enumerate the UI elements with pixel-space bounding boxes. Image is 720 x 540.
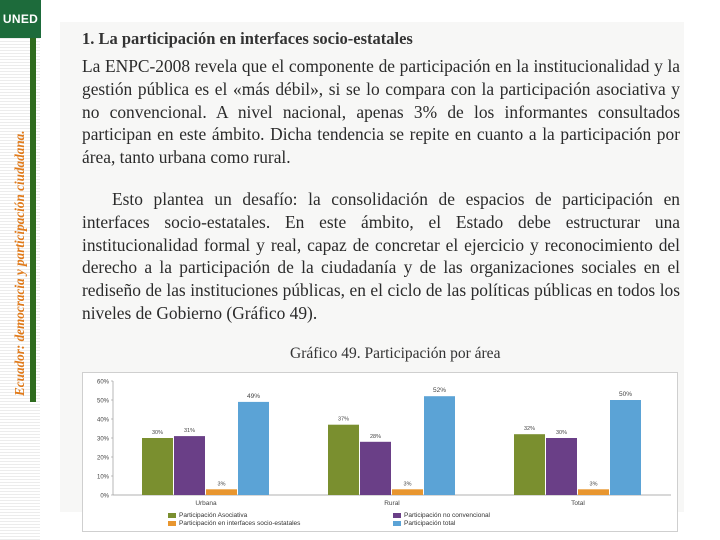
bar: [610, 400, 641, 495]
chart-frame: [82, 372, 678, 532]
legend-item: [393, 520, 455, 527]
paragraph-2: Esto plantea un desafío: la consolidación de espacios de participación en interfaces socio-estatales. En este ámbito, el Estado debe estructurar una institucionalidad formal y real, capaz de concretar el ejercicio y reconocimiento del derecho a la participación de la ciudadanía y de las organizaciones sociales en el rediseño de las instituciones públicas, en el ciclo de las políticas públicas en todos los niveles de Gobierno (Gráfico 49).: [82, 189, 680, 323]
bar-chart: [83, 373, 679, 533]
legend-label: Participación no convencional: [404, 512, 490, 519]
bar: [142, 438, 173, 495]
paragraph-1: La ENPC-2008 revela que el componente de participación en la institucionalidad y la gestión pública es el «más débil», si se lo compara con la participación asociativa y no convencional. A nivel nacional, apenas 3% de los informantes consultados participan en este ámbito. Dicha tendencia se repite en cuanto a la participación por área, tanto urbana como rural.: [82, 56, 680, 168]
x-tick-label: Rural: [384, 500, 400, 507]
bar: [392, 489, 423, 495]
bar: [514, 434, 545, 495]
chart-caption: Gráfico 49. Participación por área: [290, 345, 501, 362]
bar: [360, 442, 391, 495]
data-label: 49%: [246, 392, 261, 400]
bar: [578, 489, 609, 495]
logo-text: UNED: [2, 12, 39, 26]
bar: [206, 489, 237, 495]
bar: [174, 436, 205, 495]
data-label: 28%: [369, 433, 382, 440]
x-tick-label: Urbana: [195, 500, 217, 507]
data-label: 3%: [589, 481, 598, 488]
data-label: 3%: [217, 481, 226, 488]
document-page: [60, 22, 684, 527]
legend-swatch: [393, 513, 401, 518]
legend-swatch: [168, 513, 176, 518]
y-tick-label: 40%: [96, 417, 109, 424]
data-label: 30%: [555, 430, 568, 436]
bar: [238, 402, 269, 495]
side-accent-bar: [30, 38, 36, 402]
data-label: 37%: [337, 416, 350, 423]
section-heading: 1. La participación en interfaces socio-estatales: [82, 29, 413, 48]
legend-swatch: [393, 521, 401, 526]
uned-logo: [0, 0, 41, 38]
bar: [328, 425, 359, 495]
legend-swatch: [168, 521, 176, 526]
y-tick-label: 20%: [96, 455, 109, 462]
legend-item: [393, 512, 490, 519]
data-label: 30%: [151, 430, 164, 436]
data-label: 31%: [183, 428, 196, 435]
y-tick-label: 30%: [96, 436, 109, 443]
chart-legend: [168, 512, 588, 530]
x-tick-label: Total: [571, 500, 585, 507]
bar: [546, 438, 577, 495]
bar: [424, 396, 455, 495]
y-tick-label: 50%: [96, 398, 109, 405]
y-tick-label: 10%: [96, 474, 109, 481]
data-label: 50%: [618, 391, 633, 398]
y-tick-label: 0%: [100, 493, 109, 500]
y-tick-label: 60%: [96, 379, 109, 386]
data-label: 52%: [432, 387, 447, 395]
data-label: 3%: [403, 481, 412, 488]
data-label: 32%: [523, 426, 536, 433]
legend-label: Participación Asociativa: [179, 512, 248, 519]
side-title: Ecuador: democracia y participación ciudadana.: [12, 130, 27, 396]
legend-label: Participación en interfaces socio-estatales: [179, 520, 301, 527]
legend-item: [168, 520, 300, 527]
legend-item: [168, 512, 247, 519]
legend-label: Participación total: [404, 520, 456, 527]
